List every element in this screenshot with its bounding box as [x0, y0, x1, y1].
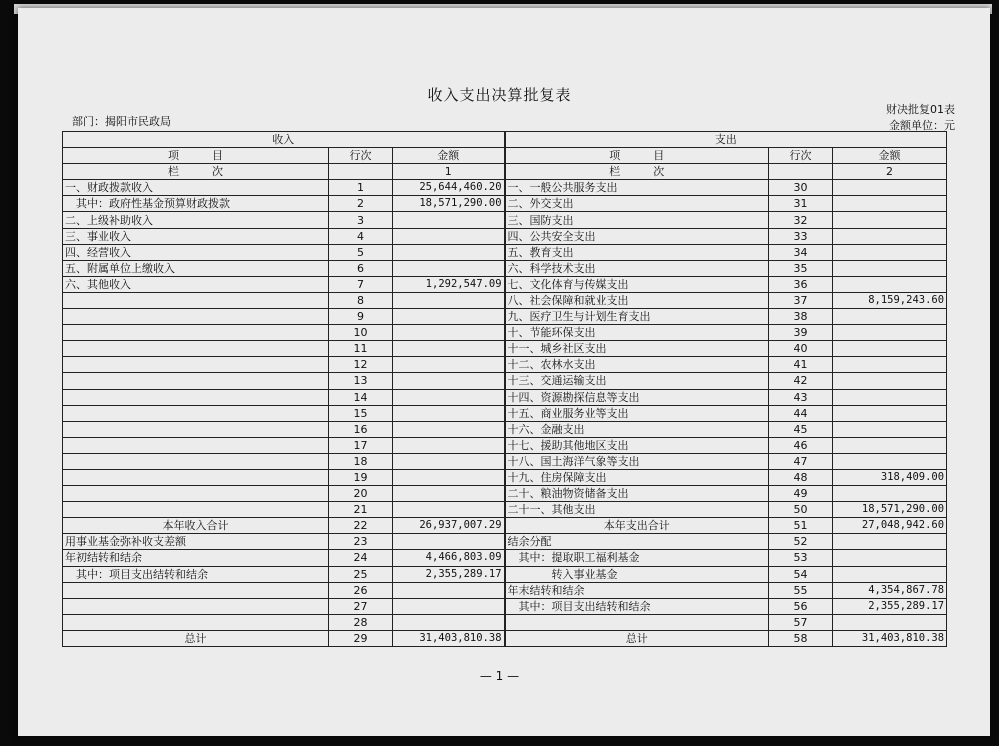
income-row-number: 12 [329, 357, 393, 373]
table-row [63, 389, 947, 405]
income-item-cell [63, 341, 329, 357]
income-amount-cell: 1,292,547.09 [393, 276, 505, 292]
expense-row-number: 56 [769, 598, 833, 614]
expense-row-number: 46 [769, 437, 833, 453]
table-row [63, 518, 947, 534]
income-item-cell [63, 437, 329, 453]
table-row [63, 437, 947, 453]
table-row [63, 292, 947, 308]
income-item-cell [63, 582, 329, 598]
expense-amount-cell [833, 405, 947, 421]
income-item-cell [63, 598, 329, 614]
income-amount-cell [393, 486, 505, 502]
income-item-cell: 年初结转和结余 [63, 550, 329, 566]
income-row-number: 16 [329, 421, 393, 437]
expense-row-number: 47 [769, 453, 833, 469]
income-item-cell [63, 502, 329, 518]
income-row-number: 26 [329, 582, 393, 598]
expense-row-number: 45 [769, 421, 833, 437]
income-row-number: 10 [329, 325, 393, 341]
table-row [63, 180, 947, 196]
table-row [63, 228, 947, 244]
income-item-cell [63, 357, 329, 373]
income-item-cell: 用事业基金弥补收支差额 [63, 534, 329, 550]
income-row-number: 20 [329, 486, 393, 502]
table-row [63, 582, 947, 598]
income-item-cell [63, 309, 329, 325]
income-amount-cell [393, 453, 505, 469]
expense-amount-cell [833, 309, 947, 325]
income-amount-cell [393, 534, 505, 550]
expense-row-number: 35 [769, 260, 833, 276]
table-row [63, 469, 947, 485]
expense-amount-cell: 318,409.00 [833, 469, 947, 485]
table-row [63, 598, 947, 614]
table-row [63, 244, 947, 260]
income-item-cell: 六、其他收入 [63, 276, 329, 292]
expense-amount-cell [833, 180, 947, 196]
income-item-cell [63, 486, 329, 502]
income-item-cell: 其中：项目支出结转和结余 [63, 566, 329, 582]
income-row-number: 11 [329, 341, 393, 357]
table-row [63, 550, 947, 566]
table-row [63, 196, 947, 212]
expense-item-cell: 一、一般公共服务支出 [505, 180, 769, 196]
expense-row-number: 48 [769, 469, 833, 485]
expense-amount-cell [833, 260, 947, 276]
income-amount-cell [393, 357, 505, 373]
income-row-number: 14 [329, 389, 393, 405]
income-item-cell: 四、经营收入 [63, 244, 329, 260]
income-amount-cell: 2,355,289.17 [393, 566, 505, 582]
income-expense-table [62, 131, 947, 647]
income-row-header: 行次 [329, 148, 393, 164]
expense-item-cell: 二十一、其他支出 [505, 502, 769, 518]
income-amount-cell: 4,466,803.09 [393, 550, 505, 566]
expense-row-header: 行次 [769, 148, 833, 164]
expense-amount-cell [833, 421, 947, 437]
expense-seq-blank [769, 164, 833, 180]
table-row [63, 534, 947, 550]
expense-amount-cell [833, 373, 947, 389]
income-amount-cell [393, 598, 505, 614]
income-item-cell [63, 469, 329, 485]
expense-amount-cell [833, 196, 947, 212]
expense-amount-cell [833, 276, 947, 292]
table-row [63, 212, 947, 228]
income-item-cell [63, 389, 329, 405]
income-row-number: 4 [329, 228, 393, 244]
income-item-cell: 三、事业收入 [63, 228, 329, 244]
income-item-cell [63, 453, 329, 469]
department-label: 部门：揭阳市民政局 [72, 115, 171, 128]
income-amount-cell [393, 244, 505, 260]
income-amount-cell [393, 405, 505, 421]
income-row-number: 21 [329, 502, 393, 518]
expense-amount-cell: 31,403,810.38 [833, 630, 947, 646]
income-item-cell: 一、财政拨款收入 [63, 180, 329, 196]
expense-row-number: 52 [769, 534, 833, 550]
expense-amount-cell: 27,048,942.60 [833, 518, 947, 534]
income-amount-cell [393, 437, 505, 453]
income-row-number: 17 [329, 437, 393, 453]
table-row [63, 421, 947, 437]
expense-item-header: 项 目 [505, 148, 769, 164]
income-row-number: 13 [329, 373, 393, 389]
income-row-number: 27 [329, 598, 393, 614]
income-item-cell: 其中：政府性基金预算财政拨款 [63, 196, 329, 212]
expense-item-cell: 转入事业基金 [505, 566, 769, 582]
expense-item-cell: 其中：项目支出结转和结余 [505, 598, 769, 614]
expense-item-cell: 九、医疗卫生与计划生育支出 [505, 309, 769, 325]
expense-item-cell: 十三、交通运输支出 [505, 373, 769, 389]
table-row [63, 453, 947, 469]
expense-row-number: 33 [769, 228, 833, 244]
expense-item-cell: 十六、金融支出 [505, 421, 769, 437]
expense-seq-header: 栏 次 [505, 164, 769, 180]
expense-section-header: 支出 [505, 132, 947, 148]
income-row-number: 19 [329, 469, 393, 485]
expense-row-number: 31 [769, 196, 833, 212]
expense-amount-cell: 8,159,243.60 [833, 292, 947, 308]
income-row-number: 1 [329, 180, 393, 196]
expense-amount-cell [833, 341, 947, 357]
income-row-number: 23 [329, 534, 393, 550]
income-amount-cell: 31,403,810.38 [393, 630, 505, 646]
expense-row-number: 44 [769, 405, 833, 421]
income-item-cell: 本年收入合计 [63, 518, 329, 534]
expense-row-number: 53 [769, 550, 833, 566]
income-row-number: 6 [329, 260, 393, 276]
table-row [63, 325, 947, 341]
income-item-cell: 二、上级补助收入 [63, 212, 329, 228]
expense-item-cell: 十、节能环保支出 [505, 325, 769, 341]
expense-amount-cell [833, 228, 947, 244]
expense-item-cell: 五、教育支出 [505, 244, 769, 260]
income-amount-cell [393, 582, 505, 598]
income-amount-cell [393, 469, 505, 485]
expense-row-number: 43 [769, 389, 833, 405]
income-item-cell: 总计 [63, 630, 329, 646]
income-amount-cell [393, 614, 505, 630]
expense-amount-cell: 18,571,290.00 [833, 502, 947, 518]
income-row-number: 5 [329, 244, 393, 260]
ledger-body [63, 180, 947, 647]
expense-amount-cell [833, 357, 947, 373]
income-amount-cell [393, 309, 505, 325]
expense-item-cell: 十七、援助其他地区支出 [505, 437, 769, 453]
income-row-number: 25 [329, 566, 393, 582]
expense-row-number: 55 [769, 582, 833, 598]
income-item-cell [63, 292, 329, 308]
income-row-number: 2 [329, 196, 393, 212]
income-amount-cell [393, 228, 505, 244]
income-row-number: 28 [329, 614, 393, 630]
expense-row-number: 50 [769, 502, 833, 518]
expense-item-cell: 十五、商业服务业等支出 [505, 405, 769, 421]
expense-item-cell: 结余分配 [505, 534, 769, 550]
expense-item-cell: 十一、城乡社区支出 [505, 341, 769, 357]
document-title: 收入支出决算批复表 [427, 86, 572, 104]
table-row [63, 309, 947, 325]
income-seq-number: 1 [393, 164, 505, 180]
expense-item-cell: 十九、住房保障支出 [505, 469, 769, 485]
expense-amount-cell [833, 325, 947, 341]
expense-row-number: 38 [769, 309, 833, 325]
income-amount-cell: 26,937,007.29 [393, 518, 505, 534]
income-row-number: 18 [329, 453, 393, 469]
income-amount-cell [393, 212, 505, 228]
expense-row-number: 49 [769, 486, 833, 502]
expense-row-number: 34 [769, 244, 833, 260]
expense-amount-cell [833, 437, 947, 453]
expense-amount-cell [833, 550, 947, 566]
income-row-number: 22 [329, 518, 393, 534]
table-row [63, 405, 947, 421]
expense-seq-number: 2 [833, 164, 947, 180]
expense-row-number: 40 [769, 341, 833, 357]
expense-amount-cell: 2,355,289.17 [833, 598, 947, 614]
income-amount-cell [393, 502, 505, 518]
expense-item-cell: 七、文化体育与传媒支出 [505, 276, 769, 292]
income-amount-header: 金额 [393, 148, 505, 164]
expense-amount-cell [833, 453, 947, 469]
income-section-header: 收入 [63, 132, 505, 148]
expense-item-cell [505, 614, 769, 630]
expense-item-cell: 四、公共安全支出 [505, 228, 769, 244]
expense-amount-cell [833, 566, 947, 582]
income-seq-blank [329, 164, 393, 180]
income-amount-cell: 18,571,290.00 [393, 196, 505, 212]
income-amount-cell [393, 389, 505, 405]
expense-amount-cell: 4,354,867.78 [833, 582, 947, 598]
income-amount-cell [393, 341, 505, 357]
income-item-header: 项 目 [63, 148, 329, 164]
income-item-cell: 五、附属单位上缴收入 [63, 260, 329, 276]
expense-amount-cell [833, 614, 947, 630]
income-row-number: 7 [329, 276, 393, 292]
table-row [63, 357, 947, 373]
expense-row-number: 41 [769, 357, 833, 373]
income-amount-cell [393, 373, 505, 389]
income-item-cell [63, 373, 329, 389]
expense-row-number: 51 [769, 518, 833, 534]
expense-row-number: 58 [769, 630, 833, 646]
expense-item-cell: 十八、国土海洋气象等支出 [505, 453, 769, 469]
table-row [63, 341, 947, 357]
table-row [63, 502, 947, 518]
table-row [63, 486, 947, 502]
expense-item-cell: 二、外交支出 [505, 196, 769, 212]
expense-item-cell: 六、科学技术支出 [505, 260, 769, 276]
income-item-cell [63, 405, 329, 421]
expense-row-number: 57 [769, 614, 833, 630]
expense-row-number: 36 [769, 276, 833, 292]
income-row-number: 9 [329, 309, 393, 325]
table-row [63, 276, 947, 292]
page-number: — 1 — [479, 669, 520, 683]
expense-amount-cell [833, 534, 947, 550]
expense-item-cell: 年末结转和结余 [505, 582, 769, 598]
income-amount-cell [393, 325, 505, 341]
table-row [63, 373, 947, 389]
expense-amount-cell [833, 244, 947, 260]
table-row [63, 260, 947, 276]
expense-row-number: 37 [769, 292, 833, 308]
table-row [63, 566, 947, 582]
income-row-number: 29 [329, 630, 393, 646]
income-row-number: 8 [329, 292, 393, 308]
expense-item-cell: 三、国防支出 [505, 212, 769, 228]
amount-unit: 金额单位：元 [889, 119, 955, 132]
income-seq-header: 栏 次 [63, 164, 329, 180]
income-item-cell [63, 325, 329, 341]
income-row-number: 24 [329, 550, 393, 566]
expense-row-number: 42 [769, 373, 833, 389]
table-row [63, 614, 947, 630]
expense-row-number: 32 [769, 212, 833, 228]
income-row-number: 15 [329, 405, 393, 421]
income-amount-cell [393, 421, 505, 437]
expense-item-cell: 总计 [505, 630, 769, 646]
income-row-number: 3 [329, 212, 393, 228]
expense-amount-header: 金额 [833, 148, 947, 164]
expense-item-cell: 二十、粮油物资储备支出 [505, 486, 769, 502]
expense-item-cell: 本年支出合计 [505, 518, 769, 534]
expense-item-cell: 十二、农林水支出 [505, 357, 769, 373]
income-amount-cell [393, 292, 505, 308]
income-item-cell [63, 421, 329, 437]
expense-amount-cell [833, 212, 947, 228]
table-row [63, 630, 947, 646]
form-number: 财决批复01表 [886, 103, 955, 116]
expense-item-cell: 十四、资源勘探信息等支出 [505, 389, 769, 405]
income-amount-cell: 25,644,460.20 [393, 180, 505, 196]
expense-row-number: 39 [769, 325, 833, 341]
expense-row-number: 30 [769, 180, 833, 196]
expense-item-cell: 八、社会保障和就业支出 [505, 292, 769, 308]
expense-row-number: 54 [769, 566, 833, 582]
expense-amount-cell [833, 389, 947, 405]
income-amount-cell [393, 260, 505, 276]
income-item-cell [63, 614, 329, 630]
expense-amount-cell [833, 486, 947, 502]
expense-item-cell: 其中：提取职工福利基金 [505, 550, 769, 566]
